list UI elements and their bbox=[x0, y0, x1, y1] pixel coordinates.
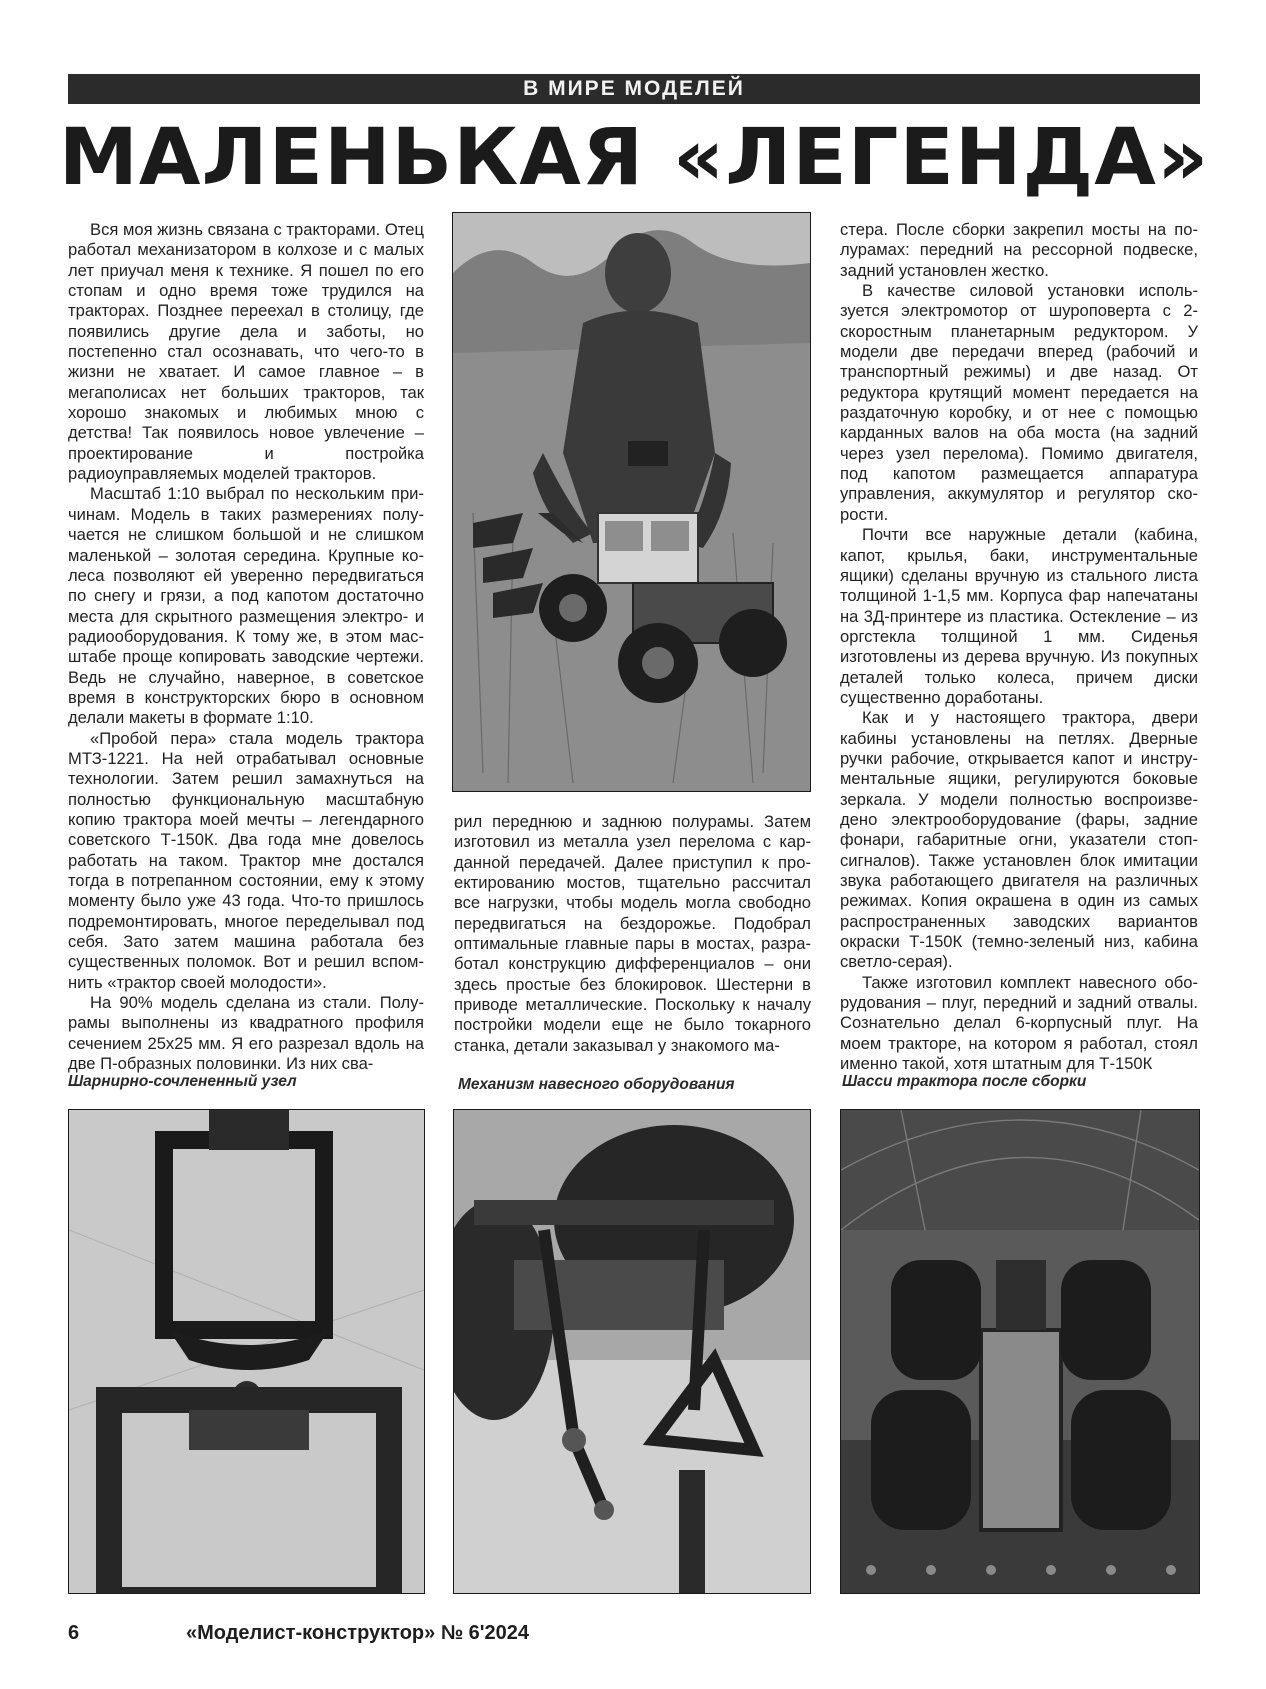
photo-articulated-joint bbox=[68, 1109, 425, 1594]
text-column-1 bbox=[68, 220, 424, 1074]
paragraph: «Пробой пера» стала модель трактора МТЗ-1221. На ней отрабатывал основные технологии. Затем решил замахнуться на полностью функциональную масштабную копию трактора моей мечты – легендарного советского Т-150К. Два года мне довелось работать на таком. Трактор мне достался тогда в потрепанном состоянии, ему к этому моменту было уже 43 года. Что-то пришлось подремонтировать, многое переделывал под себя. Зато затем машина работала без существенных поломок. Вот и решил вспомнить «трактор своей молодости». bbox=[68, 728, 424, 992]
photo-illustration bbox=[69, 1110, 424, 1593]
page-number: 6 bbox=[68, 1622, 80, 1644]
paragraph: стера. После сборки закрепил мосты на полурамах: передний на рессорной подвеске, задний установлен жестко. bbox=[840, 220, 1198, 280]
paragraph: Также изготовил комплект навесного оборудования – плуг, передний и задний отвалы. Сознательно делал 6-корпусный плуг. На моем тракторе, на котором я работал, стоял именно такой, хотя штатным для Т-150К bbox=[840, 972, 1198, 1074]
text-column-3 bbox=[840, 220, 1198, 1074]
article-headline: МАЛЕНЬКАЯ «ЛЕГЕНДА» bbox=[58, 113, 1210, 203]
photo-illustration bbox=[453, 213, 810, 791]
paragraph: В качестве силовой установки используется электромотор от шуроповерта с 2-скоростным планетарным редуктором. У модели две передачи вперед (рабочий и транспортный режимы) и две назад. От редуктора крутящий момент передается на раздаточную коробку, и от нее с помощью карданных валов на оба моста (на задний через узел перелома). Помимо двигателя, под капотом размещается аппаратура управления, аккумулятор и регулятор скорости. bbox=[840, 281, 1198, 524]
text-column-2 bbox=[454, 812, 811, 1056]
paragraph: Масштаб 1:10 выбрал по нескольким причинам. Модель в таких размерениях получается не слишком большой и не слишком маленькой – золотая середина. Крупные колеса позволяют ей уверенно передвигаться по снегу и грязи, а под капотом достаточно места для скрытного размещения электро- и радиооборудования. К тому же, в этом масштабе проще копировать заводские чертежи. Ведь не случайно, наверное, в советское время в конструкторских бюро в основном делали макеты в формате 1:10. bbox=[68, 484, 424, 728]
photo-illustration bbox=[454, 1110, 810, 1593]
section-header: В МИРЕ МОДЕЛЕЙ bbox=[68, 74, 1200, 104]
photo-assembled-chassis bbox=[840, 1109, 1200, 1594]
photo-caption-2: Механизм навесного оборудования bbox=[458, 1076, 735, 1093]
photo-caption-1: Шарнирно-сочлененный узел bbox=[68, 1073, 297, 1090]
photo-caption-3: Шасси трактора после сборки bbox=[842, 1073, 1087, 1090]
main-photo-man-with-tractor bbox=[452, 212, 811, 792]
photo-implement-mechanism bbox=[453, 1109, 811, 1594]
paragraph: рил переднюю и заднюю полурамы. Затем изготовил из металла узел перелома с карданной передачей. Далее приступил к проектированию мостов, тщательно рассчитал все нагрузки, чтобы модель могла свободно передвигаться на бездорожье. Подобрал оптимальные главные пары в мостах, разработал конструкцию дифференциалов – они здесь простые без блокировок. Шестерни в приводе металлические. Поскольку к началу постройки модели еще не было токарного станка, детали заказывал у знакомого ма- bbox=[454, 812, 811, 1055]
paragraph: На 90% модель сделана из стали. Полурамы выполнены из квадратного профиля сечением 25х25 мм. Я его разрезал вдоль на две П-образных половинки. Из них сва- bbox=[68, 993, 424, 1074]
paragraph: Почти все наружные детали (кабина, капот, крылья, баки, инструментальные ящики) сделаны вручную из стального листа толщиной 1-1,5 мм. Корпуса фар напечатаны на 3Д-принтере из пластика. Остекление – из оргстекла толщиной 1 мм. Сиденья изготовлены из дерева вручную. Из покупных деталей только колеса, причем диски существенно доработаны. bbox=[840, 525, 1198, 707]
photo-illustration bbox=[841, 1110, 1199, 1593]
paragraph: Вся моя жизнь связана с тракторами. Отец работал механизатором в колхозе и с малых лет приучал меня к технике. Я пошел по его стопам и одно время тоже трудился на тракторах. Позднее переехал в столицу, где появились другие дела и заботы, но постепенно стал осознавать, что чего-то в жизни не хватает. И самое главное – в мегаполисах нет больших тракторов, так хорошо знакомых и любимых мною с детства! Так появилось новое увлечение – проектирование и постройка радиоуправляемых моделей тракторов. bbox=[68, 220, 424, 484]
paragraph: Как и у настоящего трактора, двери кабины установлены на петлях. Дверные ручки рабочие, открывается капот и инструментальные ящики, регулируются боковые зеркала. У модели полностью воспроизведено электрооборудование (фары, задние фонари, габаритные огни, указатели стопсигналов). Также установлен блок имитации звука работающего двигателя на различных режимах. Копия окрашена в один из самых распространенных заводских вариантов окраски Т-150К (темно-зеленый низ, кабина светло-серая). bbox=[840, 708, 1198, 972]
magazine-issue: «Моделист-конструктор» № 6'2024 bbox=[186, 1622, 530, 1644]
